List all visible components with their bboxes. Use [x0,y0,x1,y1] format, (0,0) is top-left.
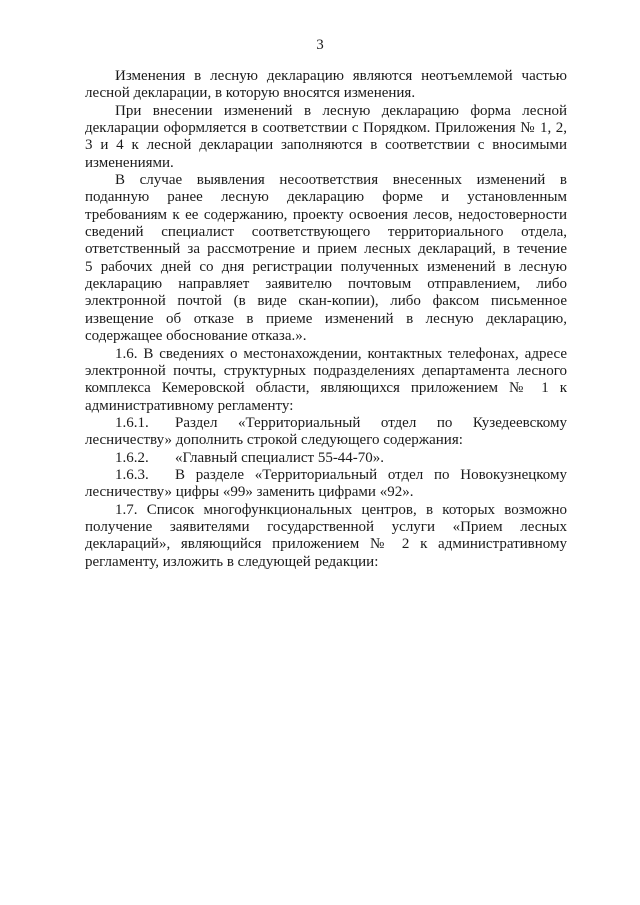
text-line [85,415,567,432]
text-line-content: Раздел «Территориальный отдел по Кузедеевскому [175,414,567,431]
text-line: извещение об отказе в приеме изменений в лесную декларацию, [85,310,567,327]
text-line: поданную ранее лесную декларацию форме и установленным [85,189,567,206]
text-line: административному регламенту: [85,397,294,414]
text-line: ответственный за рассмотрение и прием лесных деклараций, в течение [85,241,567,258]
item-number: 1.6.2. [115,449,149,466]
text-line: 3 и 4 к лесной декларации заполняются в соответствии с вносимыми [85,137,567,154]
text-line: декларации оформляется в соответствии с Порядком. Приложения № 1, 2, [85,120,567,137]
numbered-item-1-6-1 [85,415,567,450]
text-line: сведений специалист соответствующего территориального отдела, [85,224,567,241]
text-line [85,450,567,467]
text-line: 5 рабочих дней со дня регистрации полученных изменений в лесную [85,258,567,275]
text-line: комплекса Кемеровской области, являющихся приложением № 1 к [85,380,567,397]
text-line: При внесении изменений в лесную декларацию форма лесной [115,102,567,119]
text-line: лесной декларации, в которую вносятся изменения. [85,85,416,102]
numbered-item-1-7 [85,502,567,571]
item-number: 1.6.3. [115,466,149,483]
document-body [85,68,567,571]
page-number: 3 [316,37,324,53]
text-line: регламенту, изложить в следующей редакции: [85,553,379,570]
text-line: электронной почты, структурных подразделениях департамента лесного [85,362,567,379]
numbered-item-1-6-3 [85,467,567,502]
text-line: требованиям к ее содержанию, проекту освоения лесов, недостоверности [85,206,567,223]
numbered-item-1-6 [85,346,567,415]
text-line: содержащее обоснование отказа.». [85,328,307,345]
paragraph [85,103,567,172]
paragraph [85,68,567,103]
text-line: 1.7. Список многофункциональных центров, в которых возможно [115,501,567,518]
text-line: 1.6. В сведениях о местонахождении, контактных телефонах, адресе [115,345,567,362]
paragraph [85,172,567,345]
text-line [85,467,567,484]
text-line-content: В разделе «Территориальный отдел по Новокузнецкому [175,466,567,483]
item-number: 1.6.1. [115,414,149,431]
text-line-content: «Главный специалист 55-44-70». [175,449,385,466]
text-line: лесничеству» дополнить строкой следующего содержания: [85,432,463,449]
numbered-item-1-6-2 [85,450,567,467]
text-line: электронной почтой (в виде скан-копии), либо факсом письменное [85,293,567,310]
text-line: Изменения в лесную декларацию являются неотъемлемой частью [115,68,567,84]
text-line: изменениями. [85,154,174,171]
text-line: декларацию направляет заявителю почтовым отправлением, либо [85,276,567,293]
text-line: лесничеству» цифры «99» заменить цифрами «92». [85,484,414,501]
text-line: деклараций», являющийся приложением № 2 к административному [85,536,567,553]
text-line: В случае выявления несоответствия внесенных изменений в [115,172,567,189]
text-line: получение заявителями государственной услуги «Прием лесных [85,518,567,535]
